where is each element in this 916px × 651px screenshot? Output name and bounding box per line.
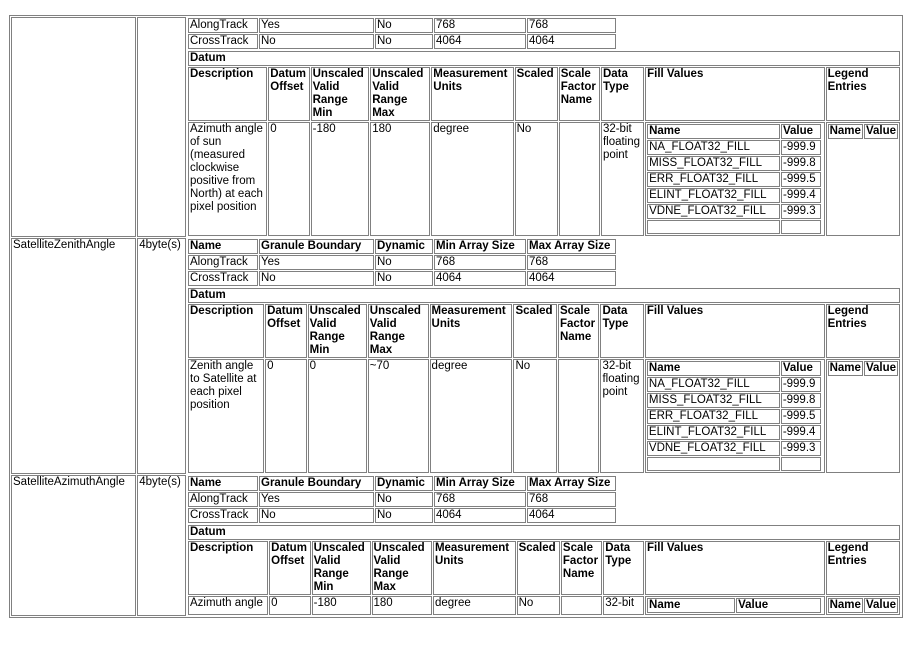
dim-header-min-size: Min Array Size [434, 239, 526, 254]
dim-granule-boundary: No [259, 34, 374, 49]
fill-name: MISS_FLOAT32_FILL [647, 156, 780, 171]
fill-value: -999.4 [781, 188, 821, 203]
dim-name: AlongTrack [188, 255, 258, 270]
fill-row-empty [647, 457, 821, 471]
datum-range-min: 0 [308, 359, 367, 473]
dimension-row [188, 508, 616, 523]
field-name [11, 17, 136, 237]
dim-header-max-size: Max Array Size [527, 476, 616, 491]
datum-units: degree [433, 596, 516, 615]
datum-header-range-max: Unscaled Valid Range Max [368, 304, 429, 358]
datum-table [187, 287, 901, 474]
datum-scaled: No [513, 359, 556, 473]
fill-name: VDNE_FLOAT32_FILL [647, 441, 780, 456]
datum-header-legend: Legend Entries [826, 541, 900, 595]
datum-data-type: 32-bit [603, 596, 644, 615]
dim-granule-boundary: No [259, 271, 374, 286]
dim-min-size: 4064 [434, 271, 526, 286]
dimension-row [188, 18, 616, 33]
datum-header-range-max: Unscaled Valid Range Max [370, 67, 430, 121]
fill-row [647, 204, 821, 219]
fill-name: VDNE_FLOAT32_FILL [647, 204, 780, 219]
datum-header-data-type: Data Type [603, 541, 644, 595]
dim-granule-boundary: Yes [259, 255, 374, 270]
fill-row [647, 172, 821, 187]
fill-header-value: Value [781, 361, 821, 376]
dim-name: AlongTrack [188, 18, 258, 33]
dim-dynamic: No [375, 255, 433, 270]
dimension-row [188, 271, 616, 286]
legend-header-name: Name [829, 362, 861, 374]
fill-values-cell [645, 359, 825, 473]
datum-value-row [188, 122, 900, 236]
fill-values-cell [645, 122, 825, 236]
datum-range-min: -180 [311, 122, 370, 236]
datum-header-description: Description [188, 67, 267, 121]
fill-value: -999.3 [781, 204, 821, 219]
legend-header-name: Name [829, 125, 861, 137]
dim-granule-boundary: Yes [259, 18, 374, 33]
dimension-row [188, 255, 616, 270]
datum-range-max: 180 [370, 122, 430, 236]
dimension-row [188, 34, 616, 49]
datum-units: degree [430, 359, 513, 473]
field-detail [187, 475, 901, 616]
datum-description: Azimuth angle of sun (measured clockwise positive from North) at each pixel position [188, 122, 267, 236]
datum-header-fill-values: Fill Values [645, 67, 825, 121]
field-detail [187, 238, 901, 474]
fill-values-table [646, 360, 822, 472]
dimension-row [188, 492, 616, 507]
dim-max-size: 768 [527, 255, 616, 270]
dim-header-name: Name [188, 476, 258, 491]
dim-min-size: 4064 [434, 34, 526, 49]
field-size [137, 17, 186, 237]
datum-header-legend: Legend Entries [826, 67, 900, 121]
datum-label: Datum [188, 51, 900, 66]
datum-data-type: 32-bit floating point [600, 359, 643, 473]
fill-row [647, 441, 821, 456]
datum-description: Zenith angle to Satellite at each pixel position [188, 359, 264, 473]
datum-offset: 0 [268, 122, 309, 236]
dim-dynamic: No [375, 508, 433, 523]
legend-header-name: Name [829, 599, 861, 611]
dim-header-granule-boundary: Granule Boundary [259, 239, 374, 254]
datum-header-units: Measurement Units [433, 541, 516, 595]
dim-max-size: 4064 [527, 508, 616, 523]
geolocation-field-table [9, 15, 903, 618]
fill-name: NA_FLOAT32_FILL [647, 377, 780, 392]
datum-table [187, 50, 901, 237]
fill-name: NA_FLOAT32_FILL [647, 140, 780, 155]
datum-value-row [188, 596, 900, 615]
datum-header-units: Measurement Units [431, 67, 513, 121]
datum-scaled: No [517, 596, 560, 615]
dimension-header-row [188, 476, 616, 491]
legend-header-value: Value [865, 362, 896, 374]
dim-dynamic: No [375, 492, 433, 507]
field-row [11, 475, 901, 616]
fill-header-name: Name [647, 598, 735, 613]
fill-row [647, 140, 821, 155]
fill-header-value: Value [781, 124, 821, 139]
datum-header-row [188, 541, 900, 595]
dim-min-size: 768 [434, 18, 526, 33]
fill-row [647, 393, 821, 408]
fill-name: ERR_FLOAT32_FILL [647, 409, 780, 424]
fill-value: -999.9 [781, 140, 821, 155]
fill-name: MISS_FLOAT32_FILL [647, 393, 780, 408]
datum-label: Datum [188, 288, 900, 303]
fill-value: -999.3 [781, 441, 821, 456]
datum-header-range-min: Unscaled Valid Range Min [311, 67, 370, 121]
fill-values-cell [645, 596, 825, 615]
fill-name: ELINT_FLOAT32_FILL [647, 425, 780, 440]
datum-header-scale-factor: Scale Factor Name [559, 67, 600, 121]
fill-header-value: Value [736, 598, 821, 613]
field-size: 4byte(s) [137, 238, 186, 474]
datum-range-max: 180 [372, 596, 432, 615]
datum-range-max: ~70 [368, 359, 429, 473]
datum-header-fill-values: Fill Values [645, 541, 825, 595]
dim-granule-boundary: Yes [259, 492, 374, 507]
datum-header-scaled: Scaled [513, 304, 556, 358]
datum-header-range-max: Unscaled Valid Range Max [372, 541, 432, 595]
datum-table [187, 524, 901, 616]
dim-max-size: 4064 [527, 271, 616, 286]
dim-name: AlongTrack [188, 492, 258, 507]
dim-header-max-size: Max Array Size [527, 239, 616, 254]
dim-max-size: 768 [527, 18, 616, 33]
field-detail [187, 17, 901, 237]
dim-dynamic: No [375, 18, 433, 33]
dim-dynamic: No [375, 271, 433, 286]
dim-name: CrossTrack [188, 34, 258, 49]
legend-cell [826, 122, 900, 236]
dim-max-size: 768 [527, 492, 616, 507]
dimension-table [187, 238, 617, 287]
datum-header-data-type: Data Type [600, 304, 643, 358]
legend-table [827, 123, 899, 140]
field-row [11, 17, 901, 237]
dimension-table [187, 475, 617, 524]
dim-header-dynamic: Dynamic [375, 476, 433, 491]
dim-min-size: 768 [434, 492, 526, 507]
fill-value: -999.8 [781, 156, 821, 171]
datum-header-scaled: Scaled [517, 541, 560, 595]
fill-value: -999.5 [781, 409, 821, 424]
datum-header-offset: Datum Offset [268, 67, 309, 121]
dim-granule-boundary: No [259, 508, 374, 523]
datum-header-units: Measurement Units [430, 304, 513, 358]
datum-scale-factor [559, 122, 600, 236]
legend-table [827, 360, 899, 377]
datum-scaled: No [515, 122, 558, 236]
legend-header-value: Value [865, 599, 896, 611]
fill-value: -999.9 [781, 377, 821, 392]
fill-row [647, 156, 821, 171]
datum-offset: 0 [269, 596, 310, 615]
field-row [11, 238, 901, 474]
datum-header-row [188, 304, 900, 358]
fill-values-table [646, 123, 822, 235]
fill-value: -999.5 [781, 172, 821, 187]
fill-row [647, 409, 821, 424]
dim-min-size: 4064 [434, 508, 526, 523]
datum-scale-factor [558, 359, 599, 473]
fill-values-table [646, 597, 822, 614]
legend-cell [826, 359, 900, 473]
datum-header-offset: Datum Offset [269, 541, 310, 595]
dim-dynamic: No [375, 34, 433, 49]
fill-name: ERR_FLOAT32_FILL [647, 172, 780, 187]
fill-name: ELINT_FLOAT32_FILL [647, 188, 780, 203]
datum-header-data-type: Data Type [601, 67, 644, 121]
datum-header-scale-factor: Scale Factor Name [561, 541, 602, 595]
datum-header-description: Description [188, 304, 264, 358]
field-size: 4byte(s) [137, 475, 186, 616]
datum-description: Azimuth angle [188, 596, 268, 615]
datum-scale-factor [561, 596, 602, 615]
datum-header-scaled: Scaled [515, 67, 558, 121]
field-name: SatelliteZenithAngle [11, 238, 136, 474]
datum-header-legend: Legend Entries [826, 304, 900, 358]
fill-header-name: Name [647, 124, 780, 139]
fill-value: -999.4 [781, 425, 821, 440]
dim-header-granule-boundary: Granule Boundary [259, 476, 374, 491]
datum-header-scale-factor: Scale Factor Name [558, 304, 599, 358]
fill-value: -999.8 [781, 393, 821, 408]
fill-row [647, 377, 821, 392]
datum-header-range-min: Unscaled Valid Range Min [308, 304, 367, 358]
dim-min-size: 768 [434, 255, 526, 270]
field-name: SatelliteAzimuthAngle [11, 475, 136, 616]
dimension-header-row [188, 239, 616, 254]
dim-name: CrossTrack [188, 271, 258, 286]
datum-value-row [188, 359, 900, 473]
legend-cell [826, 596, 900, 615]
fill-row [647, 425, 821, 440]
datum-units: degree [431, 122, 513, 236]
datum-header-range-min: Unscaled Valid Range Min [312, 541, 371, 595]
datum-offset: 0 [265, 359, 307, 473]
datum-label: Datum [188, 525, 900, 540]
fill-row [647, 188, 821, 203]
dim-header-dynamic: Dynamic [375, 239, 433, 254]
dim-header-min-size: Min Array Size [434, 476, 526, 491]
fill-header-name: Name [647, 361, 780, 376]
datum-data-type: 32-bit floating point [601, 122, 644, 236]
fill-row-empty [647, 220, 821, 234]
dim-max-size: 4064 [527, 34, 616, 49]
datum-header-description: Description [188, 541, 268, 595]
dim-name: CrossTrack [188, 508, 258, 523]
datum-header-fill-values: Fill Values [645, 304, 825, 358]
datum-range-min: -180 [312, 596, 371, 615]
dimension-table [187, 17, 617, 50]
legend-header-value: Value [865, 125, 896, 137]
datum-header-row [188, 67, 900, 121]
legend-table [827, 597, 899, 614]
datum-header-offset: Datum Offset [265, 304, 307, 358]
dim-header-name: Name [188, 239, 258, 254]
